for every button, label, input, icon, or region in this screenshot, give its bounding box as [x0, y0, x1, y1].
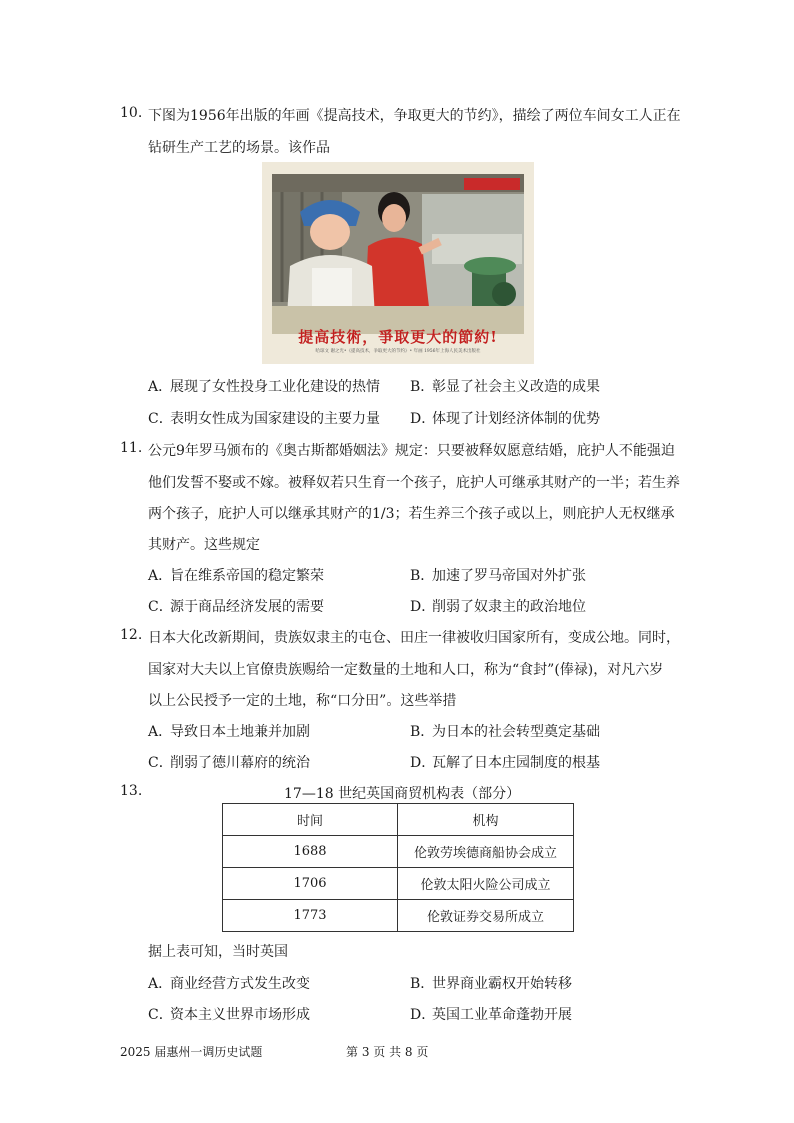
q11-stem-line2: 他们发誓不娶或不嫁。被释奴若只生育一个孩子，庇护人可继承其财产的一半；若生养 [148, 475, 680, 491]
q11-option-a-letter: A． [148, 568, 173, 584]
q10-stem-line2: 钻研生产工艺的场景。该作品 [148, 140, 330, 156]
table-cell-year: 1773 [223, 900, 398, 932]
q13-stem-after: 据上表可知，当时英国 [148, 944, 288, 960]
q13-option-a-letter: A． [148, 976, 173, 992]
q10-stem-line1: 下图为1956年出版的年画《提高技术，争取更大的节约》，描绘了两位车间女工人正在 [148, 108, 681, 124]
q13-option-c-text: 资本主义世界市场形成 [170, 1007, 310, 1023]
q11-stem-line3: 两个孩子，庇护人可以继承其财产的1/3；若生养三个孩子或以上，则庇护人无权继承 [148, 506, 675, 522]
q13-number: 13. [120, 783, 143, 799]
q13-option-c-letter: C． [148, 1007, 173, 1023]
q12-option-b [410, 721, 600, 741]
q13-option-d [410, 1004, 572, 1024]
q12-option-d-text: 瓦解了日本庄园制度的根基 [432, 755, 600, 771]
q11-option-c [148, 596, 324, 616]
q11-option-b-letter: B． [410, 568, 435, 584]
q12-option-b-text: 为日本的社会转型奠定基础 [432, 724, 600, 740]
q10-option-c-letter: C． [148, 411, 173, 427]
q13-option-a-text: 商业经营方式发生改变 [170, 976, 310, 992]
q10-option-b-text: 彰显了社会主义改造的成果 [432, 379, 600, 395]
q11-option-d [410, 596, 586, 616]
q13-option-b-text: 世界商业霸权开始转移 [432, 976, 572, 992]
q10-option-c-text: 表明女性成为国家建设的主要力量 [170, 411, 380, 427]
q12-option-c-text: 削弱了德川幕府的统治 [170, 755, 310, 771]
q11-option-d-text: 削弱了奴隶主的政治地位 [432, 599, 586, 615]
table-cell-year: 1706 [223, 868, 398, 900]
q11-option-a-text: 旨在维系帝国的稳定繁荣 [170, 568, 324, 584]
q12-number: 12. [120, 627, 143, 643]
q10-option-b [410, 376, 600, 396]
q10-option-a-text: 展现了女性投身工业化建设的热情 [170, 379, 380, 395]
q10-option-a [148, 376, 380, 396]
table-header-time: 时间 [223, 804, 398, 836]
q11-option-b-text: 加速了罗马帝国对外扩张 [432, 568, 586, 584]
q12-stem-line1: 日本大化改新期间，贵族奴隶主的屯仓、田庄一律被收归国家所有，变成公地。同时， [148, 630, 680, 646]
table-cell-year: 1688 [223, 836, 398, 868]
q13-option-b [410, 973, 572, 993]
q12-option-a-text: 导致日本土地兼并加剧 [170, 724, 310, 740]
q11-stem-line1: 公元9年罗马颁布的《奥古斯都婚姻法》规定：只要被释奴愿意结婚，庇护人不能强迫 [148, 443, 675, 459]
q12-option-d [410, 752, 600, 772]
q10-option-b-letter: B． [410, 379, 435, 395]
poster-slogan: 提高技術，爭取更大的節約! [298, 328, 498, 346]
q12-option-d-letter: D． [410, 755, 436, 771]
table-cell-institution: 伦敦劳埃德商船协会成立 [398, 836, 574, 868]
footer-exam-title: 2025 届惠州一调历史试题 [120, 1045, 263, 1059]
q13-option-d-letter: D． [410, 1007, 436, 1023]
q11-number: 11. [120, 440, 143, 456]
q13-option-c [148, 1004, 310, 1024]
q11-option-c-text: 源于商品经济发展的需要 [170, 599, 324, 615]
q13-option-a [148, 973, 310, 993]
q12-option-a-letter: A． [148, 724, 173, 740]
table-header-institution: 机构 [398, 804, 574, 836]
q10-option-d [410, 408, 600, 428]
q10-number: 10. [120, 105, 143, 121]
q11-option-c-letter: C． [148, 599, 173, 615]
table-header-row [223, 804, 574, 836]
q10-poster-image [262, 162, 534, 364]
q10-option-c [148, 408, 380, 428]
poster-caption: 哈琼文 谢之光•《提高技术，争取更大的节约》• 年画 1956年上海人民美术出版社 [315, 349, 481, 354]
table-cell-institution: 伦敦证券交易所成立 [398, 900, 574, 932]
table-row [223, 836, 574, 868]
table-row [223, 868, 574, 900]
q12-option-c-letter: C． [148, 755, 173, 771]
q13-option-b-letter: B． [410, 976, 435, 992]
q11-option-b [410, 565, 586, 585]
q13-option-d-text: 英国工业革命蓬勃开展 [432, 1007, 572, 1023]
q12-option-c [148, 752, 310, 772]
table-row [223, 900, 574, 932]
q11-stem-line4: 其财产。这些规定 [148, 537, 260, 553]
q12-stem-line2: 国家对大夫以上官僚贵族赐给一定数量的土地和人口，称为“食封”(俸禄)，对凡六岁 [148, 662, 664, 678]
q10-option-d-text: 体现了计划经济体制的优势 [432, 411, 600, 427]
poster-illustration [272, 174, 524, 334]
q11-option-d-letter: D． [410, 599, 436, 615]
trade-institutions-table [222, 803, 574, 932]
q12-stem-line3: 以上公民授予一定的土地，称“口分田”。这些举措 [148, 693, 457, 709]
footer-page-number: 第 3 页 共 8 页 [346, 1045, 429, 1059]
q10-option-d-letter: D． [410, 411, 436, 427]
q11-option-a [148, 565, 324, 585]
q10-option-a-letter: A． [148, 379, 173, 395]
q13-table-title: 17—18 世纪英国商贸机构表（部分） [284, 786, 521, 802]
table-cell-institution: 伦敦太阳火险公司成立 [398, 868, 574, 900]
q12-option-a [148, 721, 310, 741]
q12-option-b-letter: B． [410, 724, 435, 740]
